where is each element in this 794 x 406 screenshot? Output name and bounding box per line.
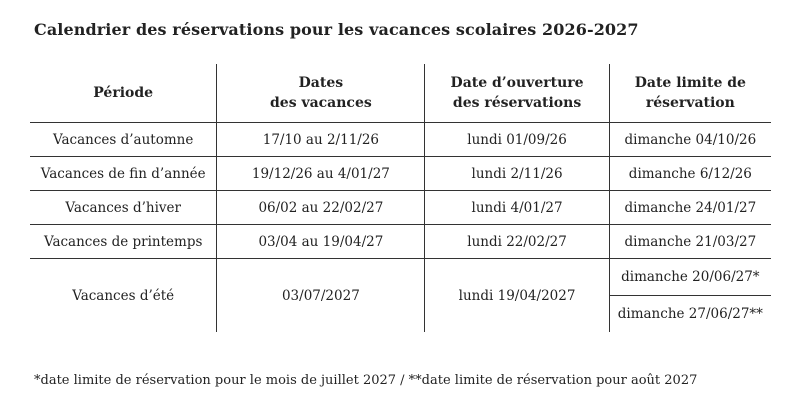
- table-row: [30, 157, 771, 191]
- table-row: [30, 191, 771, 225]
- header-periode: [30, 64, 217, 123]
- cell-limite: dimanche 6/12/26: [609, 157, 771, 191]
- header-ouverture: [425, 64, 609, 123]
- cell-dates: 19/12/26 au 4/01/27: [217, 157, 425, 191]
- table-header-row: [30, 64, 771, 123]
- reservation-calendar-table: [30, 64, 771, 332]
- cell-dates: 17/10 au 2/11/26: [217, 123, 425, 157]
- cell-periode: Vacances d’été: [72, 287, 175, 304]
- header-dates: [217, 64, 425, 123]
- footnote: *date limite de réservation pour le mois de juillet 2027 / **date limite de réservation pour août 2027: [34, 373, 698, 388]
- table-row: [30, 123, 771, 157]
- page-title: Calendrier des réservations pour les vacances scolaires 2026-2027: [34, 20, 639, 39]
- header-ouverture-line2: des réservations: [452, 95, 582, 111]
- cell-periode: Vacances d’hiver: [65, 199, 181, 216]
- table-row: [30, 225, 771, 259]
- cell-limite-aout: dimanche 27/06/27**: [609, 296, 771, 333]
- header-dates-line1: Dates: [298, 75, 344, 91]
- header-limite-line1: Date limite de: [634, 75, 746, 91]
- header-dates-line2: des vacances: [270, 95, 372, 111]
- cell-periode: Vacances de printemps: [43, 233, 203, 250]
- cell-dates: 06/02 au 22/02/27: [217, 191, 425, 225]
- cell-periode: Vacances d’automne: [52, 131, 194, 148]
- cell-limite: dimanche 21/03/27: [609, 225, 771, 259]
- cell-ouverture: lundi 22/02/27: [425, 225, 609, 259]
- cell-limite: dimanche 24/01/27: [609, 191, 771, 225]
- cell-limite-juillet: dimanche 20/06/27*: [609, 259, 771, 296]
- cell-dates: 03/04 au 19/04/27: [217, 225, 425, 259]
- header-ouverture-line1: Date d’ouverture: [450, 75, 584, 91]
- cell-dates: 03/07/2027: [217, 259, 425, 333]
- header-limite: [609, 64, 771, 123]
- cell-ouverture: lundi 01/09/26: [425, 123, 609, 157]
- cell-ouverture: lundi 19/04/2027: [425, 259, 609, 333]
- table-row-summer: [30, 259, 771, 296]
- cell-ouverture: lundi 2/11/26: [425, 157, 609, 191]
- cell-ouverture: lundi 4/01/27: [425, 191, 609, 225]
- header-limite-line2: réservation: [645, 95, 735, 111]
- cell-periode: Vacances de fin d’année: [40, 165, 206, 182]
- cell-limite: dimanche 04/10/26: [609, 123, 771, 157]
- header-periode-label: Période: [93, 85, 154, 101]
